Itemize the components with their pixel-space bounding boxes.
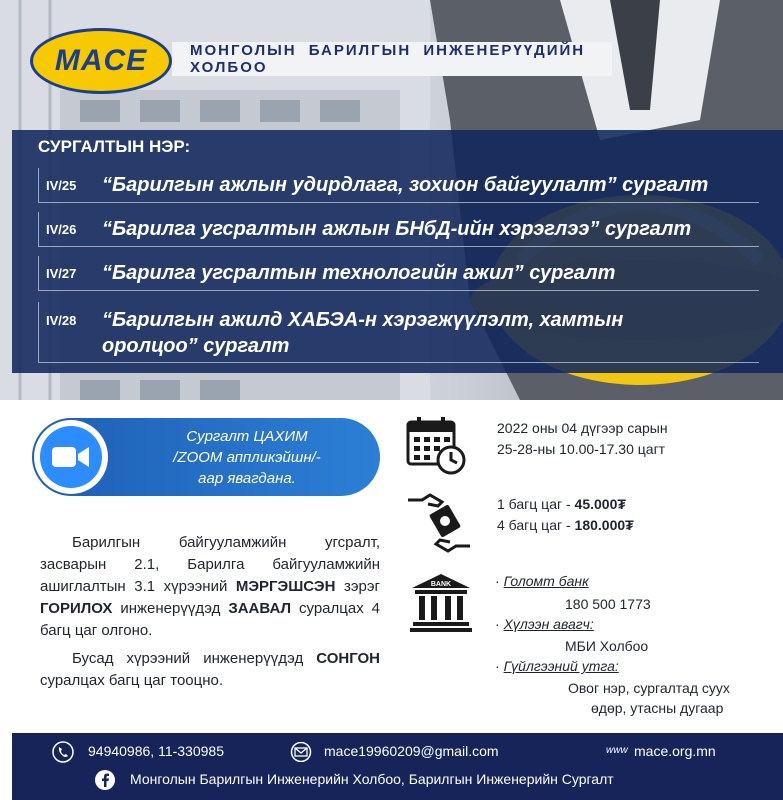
- bank-icon-label: BANK: [430, 581, 452, 588]
- zoom-logo: [34, 420, 108, 494]
- bank-name-line: · Голомт банк: [495, 573, 589, 589]
- course-title-line2: оролцоо” сургалт: [102, 334, 290, 357]
- bold-text: СОНГОН: [316, 650, 380, 667]
- calendar-clock-icon: [405, 414, 467, 476]
- website-link[interactable]: mace.org.mn: [634, 743, 716, 759]
- course-title: “Барилгын ажилд ХАБЭА-н хэрэгжүүлэлт, хамтын: [102, 308, 624, 331]
- reference-text-1: Овог нэр, сургалтад суух: [568, 680, 730, 696]
- account-number: 180 500 1773: [565, 596, 651, 612]
- description-paragraph-2: [40, 648, 380, 692]
- price-one-line: [497, 494, 634, 515]
- email-icon: [290, 742, 312, 762]
- bold-text: ГОРИЛОХ: [40, 600, 113, 617]
- text-span: Барилгын байгууламжийн угсралт, засварын 2.1, Барилга байгууламжийн ашиглалтын 3.1 хүрээний: [40, 534, 380, 595]
- course-row-continued: [102, 330, 289, 362]
- video-camera-icon: [51, 444, 91, 470]
- reference-text-2: өдөр, утасны дугаар: [591, 700, 724, 716]
- receiver-label: Хүлээн авагч:: [503, 616, 594, 632]
- bank-icon: [410, 572, 472, 632]
- text-span: зэрэг: [335, 578, 380, 595]
- text-span: суралцах багц цаг тооцно.: [40, 672, 224, 689]
- price-label: 1 багц цаг -: [497, 496, 575, 512]
- course-date: IV/27: [46, 265, 77, 281]
- price-four-line: [497, 515, 634, 536]
- phone-numbers[interactable]: 94940986, 11-330985: [88, 743, 224, 759]
- course-row: [38, 257, 615, 289]
- text-span: Бусад хүрээний инженерүүдэд: [72, 650, 317, 667]
- course-title: “Барилга угсралтын ажлын БНбД-ийн хэрэглээ” сургалт: [102, 217, 692, 240]
- footer: [12, 733, 783, 800]
- schedule-text: [497, 418, 668, 460]
- price-value: 45.000₮: [574, 496, 626, 512]
- web-icon: www: [606, 745, 628, 756]
- zoom-line-3: аар явагдана.: [198, 470, 296, 487]
- zoom-banner: [32, 418, 380, 496]
- course-title: “Барилгын ажлын удирдлага, зохион байгуулалт” сургалт: [102, 173, 709, 196]
- mace-logo: [30, 28, 172, 94]
- phone-icon: [52, 741, 74, 763]
- reference-line: · Гүйлгээний утга:: [495, 658, 619, 674]
- description: [40, 532, 380, 692]
- course-date: IV/28: [46, 312, 77, 328]
- price-value: 180.000₮: [574, 517, 634, 533]
- facebook-icon: [94, 769, 116, 791]
- reference-label: Гүйлгээний утга:: [503, 658, 619, 674]
- course-title: “Барилга угсралтын технологийн ажил” сургалт: [102, 261, 616, 284]
- org-title: МОНГОЛЫН БАРИЛГЫН ИНЖЕНЕРҮҮДИЙН ХОЛБОО: [190, 42, 586, 76]
- logo-text: MACE: [54, 44, 148, 77]
- receiver-name: МБИ Холбоо: [565, 638, 649, 654]
- schedule-line-2: 25-28-ны 10.00-17.30 цагт: [497, 441, 666, 457]
- course-heading: СУРГАЛТЫН НЭР:: [38, 137, 191, 156]
- description-paragraph-1: [40, 532, 380, 642]
- schedule-line-1: 2022 оны 04 дүгээр сарын: [497, 420, 668, 436]
- bold-text: ЗААВАЛ: [228, 600, 292, 617]
- email-address[interactable]: mace19960209@gmail.com: [324, 743, 499, 759]
- course-date: IV/26: [46, 221, 77, 237]
- money-hand-icon: [404, 492, 474, 554]
- pricing-text: [497, 494, 634, 536]
- zoom-line-2: /ZOOM аппликэйшн/-: [173, 449, 321, 466]
- bank-name: Голомт банк: [503, 573, 589, 589]
- course-row: [38, 169, 708, 201]
- course-date: IV/25: [46, 177, 77, 193]
- text-span: инженерүүдэд: [112, 600, 229, 617]
- receiver-line: · Хүлээн авагч:: [495, 616, 594, 632]
- zoom-line-1: Сургалт ЦАХИМ: [186, 428, 308, 445]
- org-title-bar: [172, 42, 612, 76]
- bold-text: МЭРГЭШСЭН: [235, 578, 336, 595]
- course-row: [38, 213, 691, 245]
- text-span: суралцах 4 багц цаг олгоно.: [40, 600, 380, 639]
- facebook-page[interactable]: Монголын Барилгын Инженерийн Холбоо, Барилгын Инженерийн Сургалт: [130, 771, 614, 787]
- zoom-text: [122, 426, 372, 489]
- price-label: 4 багц цаг -: [497, 517, 575, 533]
